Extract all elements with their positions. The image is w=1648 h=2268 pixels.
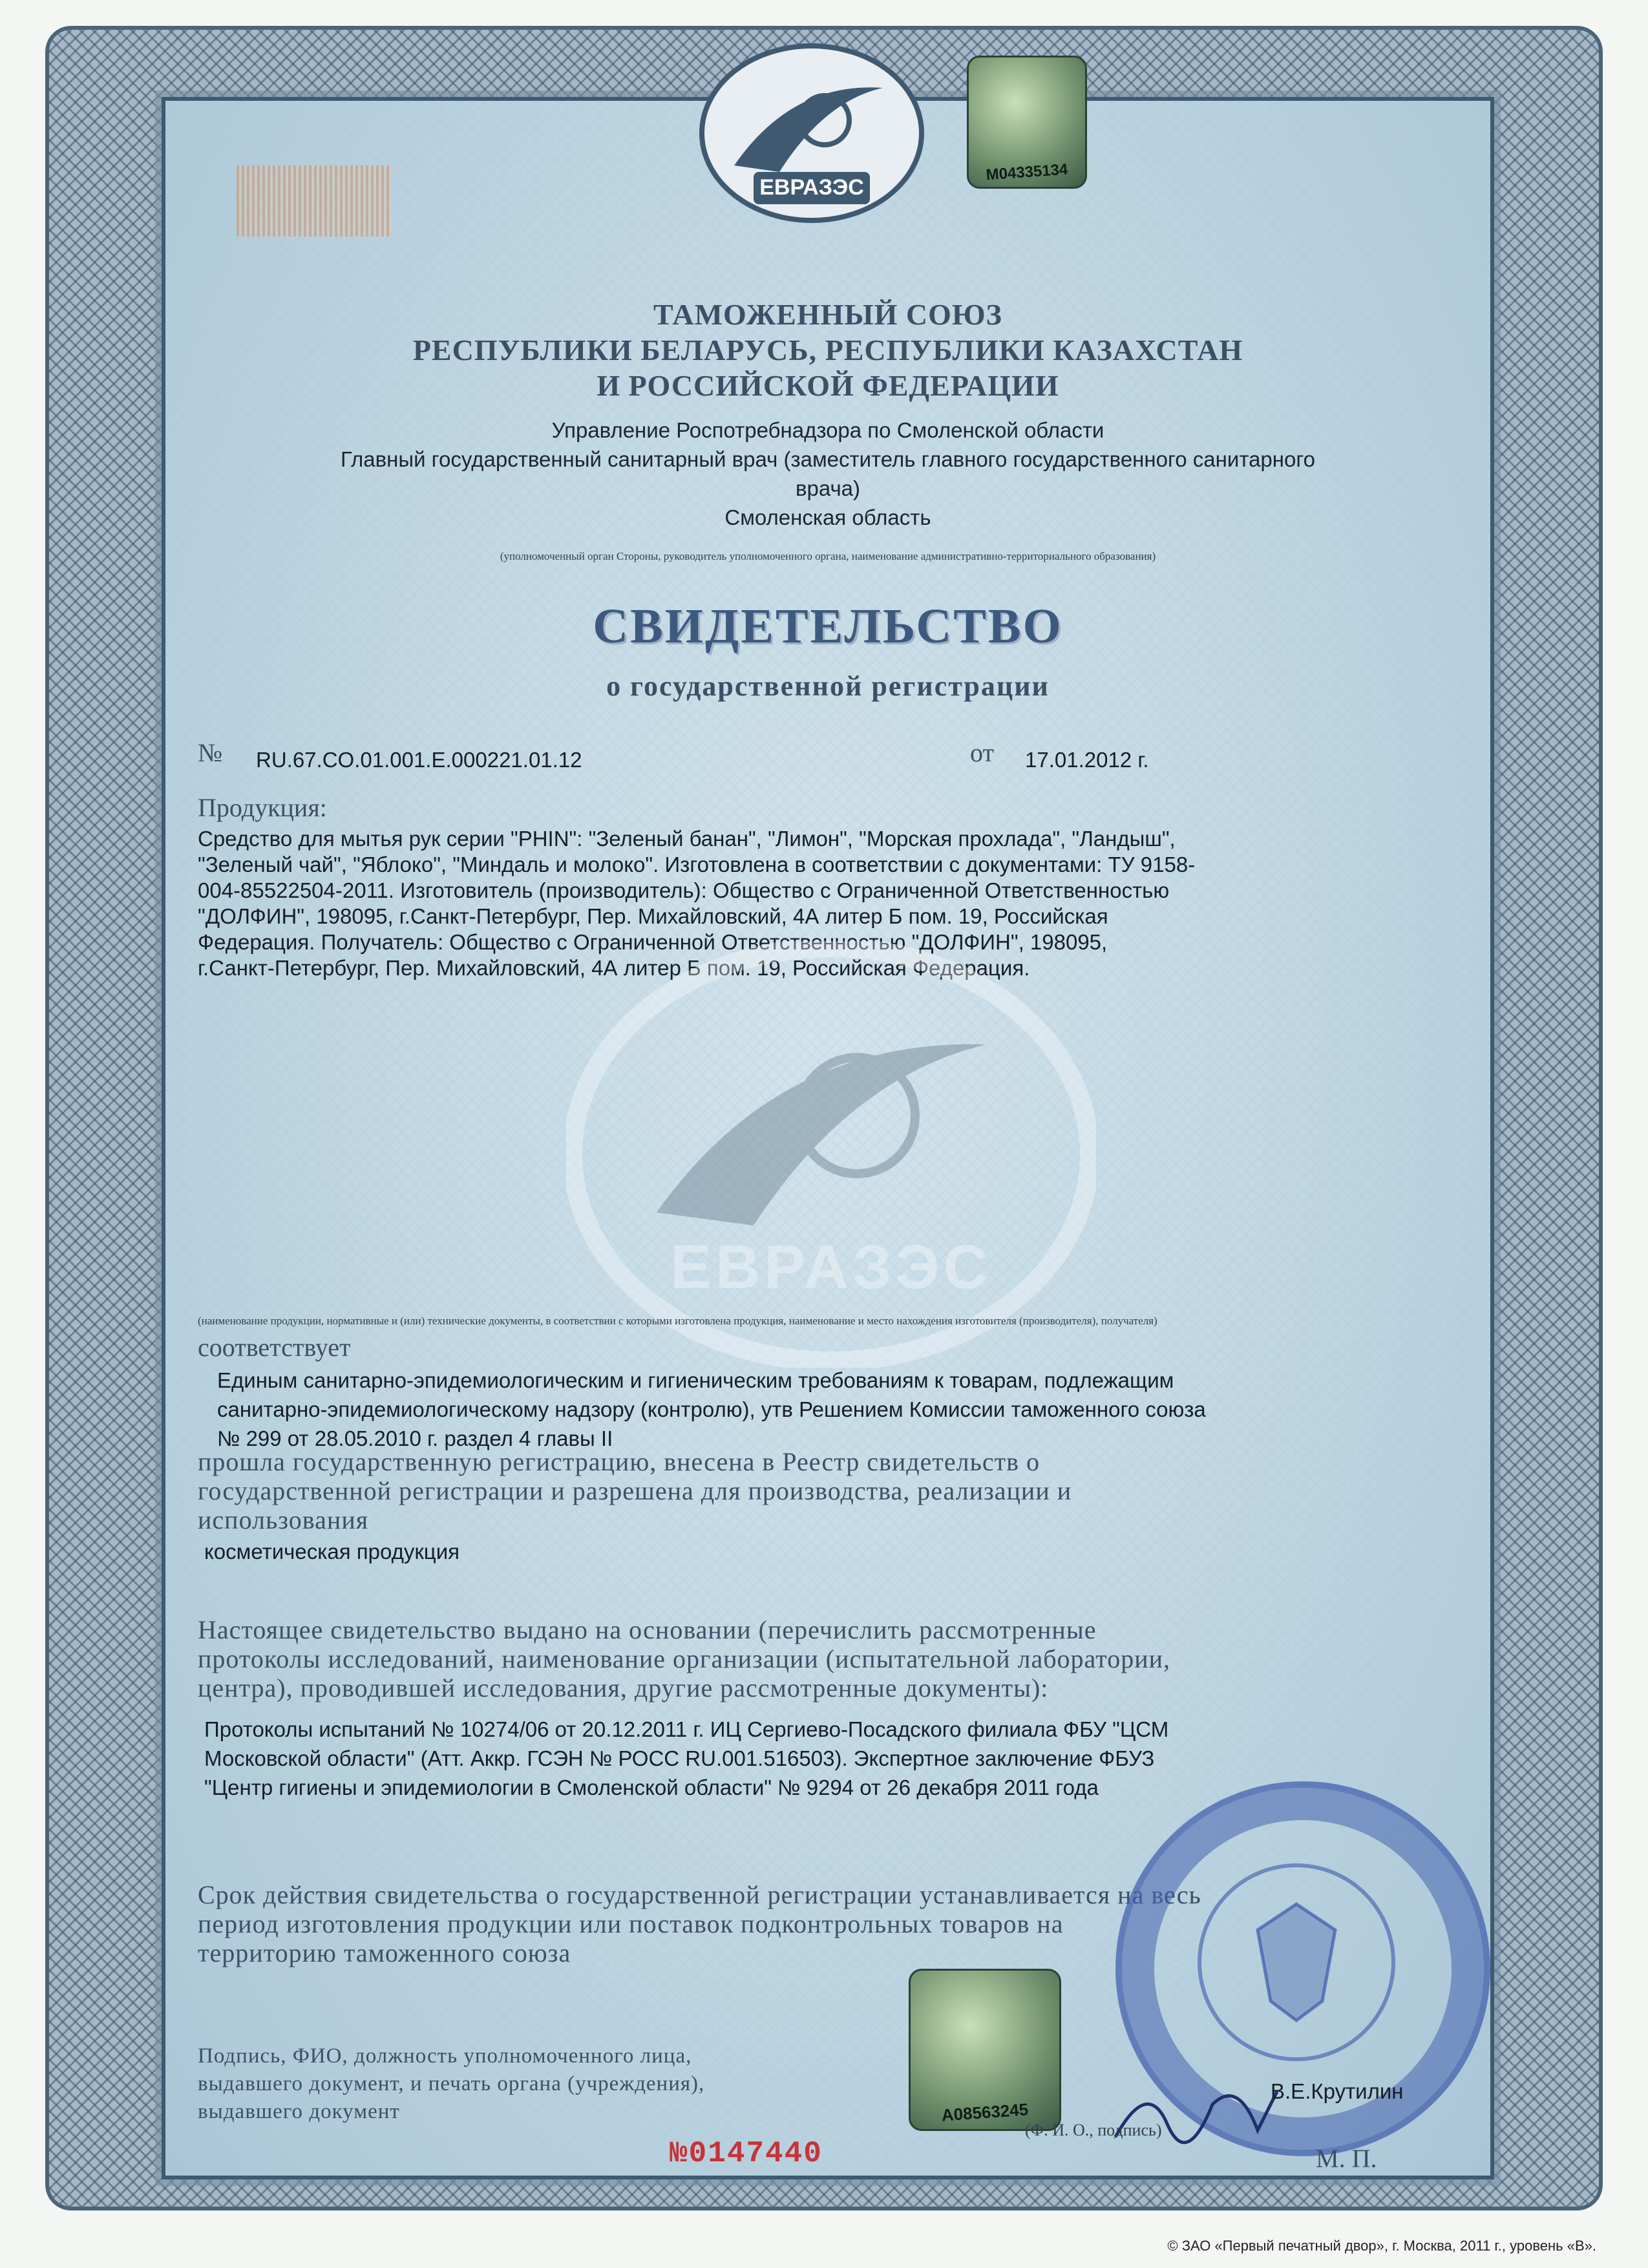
header-line-3: И РОССИЙСКОЙ ФЕДЕРАЦИИ bbox=[597, 369, 1059, 402]
hologram-bottom-code: A08563245 bbox=[940, 2099, 1030, 2125]
product-note: (наименование продукции, нормативные и (или) технические документы, в соответствии с которыми изготовлена продукция, наименование и место нахождения изготовителя (производителя), получателя) bbox=[198, 1315, 1157, 1327]
protocol-line: Московской области" (Атт. Аккр. ГСЭН № РОСС RU.001.516503). Экспертное заключение ФБУЗ bbox=[204, 1746, 1155, 1770]
authority-line-3: врача) bbox=[795, 476, 861, 500]
document-title: СВИДЕТЕЛЬСТВО bbox=[593, 599, 1063, 653]
handwritten-signature bbox=[1109, 2066, 1290, 2156]
authority-line-2: Главный государственный санитарный врач (заместитель главного государственного санитарного bbox=[340, 447, 1316, 471]
product-category: косметическая продукция bbox=[204, 1540, 460, 1563]
document-subtitle: о государственной регистрации bbox=[606, 670, 1050, 702]
date-label: от bbox=[970, 738, 994, 767]
authority-line-1: Управление Роспотребнадзора по Смоленской области bbox=[551, 418, 1104, 442]
product-line: Федерация. Получатель: Общество с Ограниченной Ответственностью "ДОЛФИН", 198095, bbox=[198, 930, 1108, 954]
signature-line: выдавшего документ bbox=[198, 2100, 400, 2123]
validity-line: Срок действия свидетельства о государственной регистрации устанавливается на весь bbox=[198, 1880, 1201, 1909]
eurasec-emblem bbox=[695, 43, 928, 237]
header-line-2: РЕСПУБЛИКИ БЕЛАРУСЬ, РЕСПУБЛИКИ КАЗАХСТАН bbox=[412, 334, 1243, 366]
conformity-line: санитарно-эпидемиологическому надзору (контролю), утв Решением Комиссии таможенного союза bbox=[217, 1397, 1206, 1421]
passed-line: государственной регистрации и разрешена для производства, реализации и bbox=[198, 1476, 1072, 1505]
authority-line-4: Смоленская область bbox=[724, 505, 931, 529]
product-line: "ДОЛФИН", 198095, г.Санкт-Петербург, Пер. Михайловский, 4А литер Б пом. 19, Российская bbox=[198, 904, 1108, 928]
hologram-bottom bbox=[909, 1969, 1061, 2131]
signature-stroke-icon bbox=[1109, 2066, 1290, 2156]
security-mark bbox=[237, 165, 392, 237]
product-line: 004-85522504-2011. Изготовитель (производитель): Общество с Ограниченной Ответственностью bbox=[198, 878, 1170, 902]
serial-number: №0147440 bbox=[670, 2137, 823, 2170]
watermark-emblem-icon bbox=[566, 941, 1096, 1368]
certificate-sheet bbox=[162, 97, 1494, 2179]
protocol-line: "Центр гигиены и эпидемиологии в Смоленской области" № 9294 от 26 декабря 2011 года bbox=[204, 1775, 1099, 1799]
stamp-place-label: М. П. bbox=[1316, 2144, 1377, 2173]
header-line-1: ТАМОЖЕННЫЙ СОЮЗ bbox=[653, 298, 1002, 331]
hologram-top bbox=[967, 56, 1087, 189]
registration-date: 17.01.2012 г. bbox=[1025, 748, 1149, 772]
number-label: № bbox=[198, 738, 223, 767]
conformity-label: соответствует bbox=[198, 1333, 351, 1362]
passed-line: прошла государственную регистрацию, внесена в Реестр свидетельств о bbox=[198, 1447, 1040, 1476]
conformity-line: Единым санитарно-эпидемиологическим и гигиеническим требованиям к товарам, подлежащим bbox=[217, 1368, 1174, 1392]
signature-line: Подпись, ФИО, должность уполномоченного лица, bbox=[198, 2044, 692, 2068]
signature-line: выдавшего документ, и печать органа (учреждения), bbox=[198, 2072, 705, 2095]
eurasec-logo-icon bbox=[695, 43, 928, 237]
watermark-label: ЕВРАЗЭС bbox=[670, 1233, 993, 1302]
eurasec-logo-label: ЕВРАЗЭС bbox=[759, 175, 864, 200]
product-line: г.Санкт-Петербург, Пер. Михайловский, 4А литер Б пом. 19, Российская Федерация. bbox=[198, 956, 1030, 980]
eurasec-watermark bbox=[566, 941, 1096, 1368]
signer-name: В.Е.Крутилин bbox=[1271, 2079, 1404, 2103]
registration-number: RU.67.CO.01.001.E.000221.01.12 bbox=[256, 748, 582, 772]
authority-note: (уполномоченный орган Стороны, руководитель уполномоченного органа, наименование административно-территориального образования) bbox=[500, 550, 1156, 562]
validity-line: период изготовления продукции или поставок подконтрольных товаров на bbox=[198, 1909, 1064, 1938]
basis-line: протоколы исследований, наименование организации (испытательной лаборатории, bbox=[198, 1644, 1171, 1673]
basis-line: центра), проводившей исследования, другие рассмотренные документы): bbox=[198, 1673, 1049, 1702]
conformity-line: № 299 от 28.05.2010 г. раздел 4 главы II bbox=[217, 1426, 613, 1450]
validity-line: территорию таможенного союза bbox=[198, 1938, 571, 1967]
hologram-top-code: M04335134 bbox=[985, 160, 1069, 184]
passed-line: использования bbox=[198, 1505, 369, 1534]
protocol-line: Протоколы испытаний № 10274/06 от 20.12.2011 г. ИЦ Сергиево-Посадского филиала ФБУ "ЦСМ bbox=[204, 1717, 1169, 1741]
printer-footer: © ЗАО «Первый печатный двор», г. Москва, 2011 г., уровень «В». bbox=[1167, 2238, 1596, 2254]
product-line: "Зеленый чай", "Яблоко", "Миндаль и молоко". Изготовлена в соответствии с документами: ТУ 9158- bbox=[198, 853, 1196, 876]
fio-note: (Ф. И. О., подпись) bbox=[1025, 2121, 1162, 2139]
product-line: Средство для мытья рук серии "PHIN": "Зеленый банан", "Лимон", "Морская прохлада", "Ландыш", bbox=[198, 827, 1176, 851]
product-label: Продукция: bbox=[198, 793, 327, 822]
basis-line: Настоящее свидетельство выдано на основании (перечислить рассмотренные bbox=[198, 1615, 1097, 1644]
